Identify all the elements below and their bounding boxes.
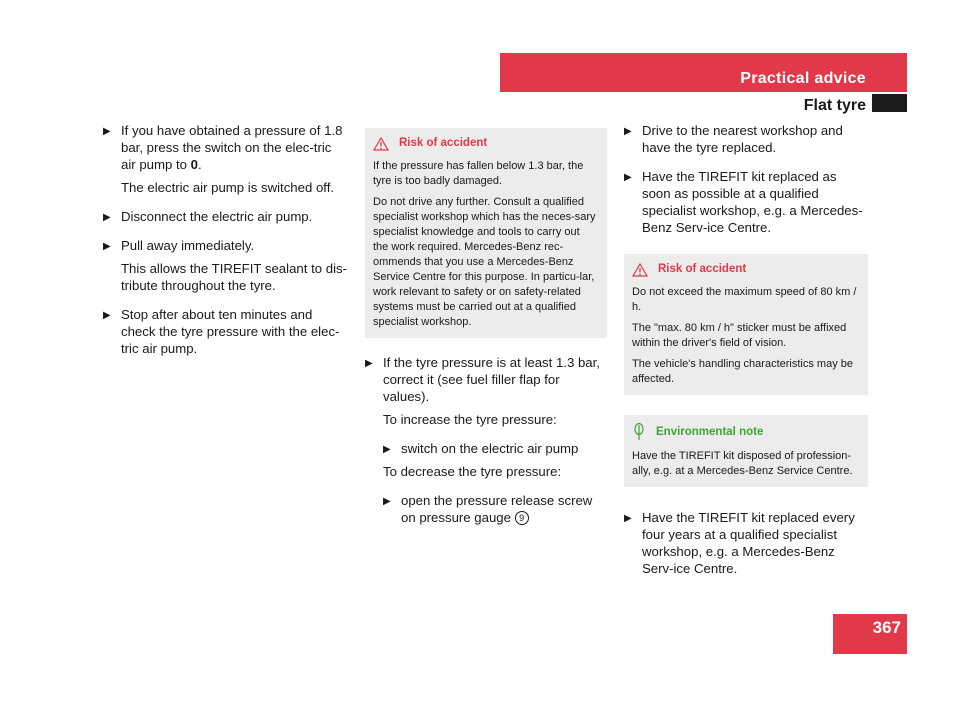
instruction-correct-pressure: ▶ If the tyre pressure is at least 1.3 bar, correct it (see fuel filler flap for values). bbox=[365, 354, 607, 405]
warning-box-pressure bbox=[365, 128, 607, 338]
instruction-drive-workshop: ▶ Drive to the nearest workshop and have the tyre replaced. bbox=[624, 122, 868, 156]
warning-text: Do not exceed the maximum speed of 80 km / h. bbox=[632, 286, 857, 313]
instruction-pull-away: ▶ Pull away immediately. bbox=[103, 237, 348, 254]
result-sealant-distribute: This allows the TIREFIT sealant to dis-tribute throughout the tyre. bbox=[121, 261, 347, 293]
instruction-open-release-screw: ▶ open the pressure release screw on pressure gauge 9 bbox=[365, 492, 607, 526]
page-number-box bbox=[833, 614, 907, 654]
chapter-title: Practical advice bbox=[740, 70, 866, 87]
instruction-replace-kit: ▶ Have the TIREFIT kit replaced as soon as possible at a qualified specialist workshop, e.g. a Mercedes-Benz Serv-ice Centre. bbox=[624, 168, 868, 236]
warning-text: The "max. 80 km / h" sticker must be affixed within the driver's field of vision. bbox=[632, 322, 847, 349]
warning-triangle-icon bbox=[632, 263, 648, 277]
environmental-note-box bbox=[624, 415, 868, 487]
warning-title: Risk of accident bbox=[658, 263, 747, 275]
decrease-label: To decrease the tyre pressure: bbox=[383, 464, 562, 479]
instruction-replace-kit-four-years: ▶ Have the TIREFIT kit replaced every four years at a qualified specialist workshop, e.g. a Mercedes-Benz Serv-ice Centre. bbox=[624, 509, 868, 577]
warning-triangle-icon bbox=[373, 137, 389, 151]
section-tab-marker bbox=[872, 94, 907, 112]
gauge-reference-number: 9 bbox=[515, 511, 529, 525]
warning-text: Do not drive any further. Consult a qualified specialist workshop which has the neces-sary specialist knowledge and tools to carry out the work required. Mercedes-Benz rec-ommends that you use a Mercedes-Benz Service Centre for this purpose. In particu-lar, work relevant to safety or on safety-related systems must be carried out at a qualified specialist workshop. bbox=[373, 196, 596, 328]
warning-text: If the pressure has fallen below 1.3 bar, the tyre is too badly damaged. bbox=[373, 160, 584, 187]
column-middle bbox=[365, 128, 607, 538]
environmental-note-title: Environmental note bbox=[656, 425, 764, 438]
instruction-disconnect-pump: ▶ Disconnect the electric air pump. bbox=[103, 208, 348, 225]
environment-leaf-icon bbox=[632, 423, 646, 441]
page-number: 367 bbox=[872, 618, 901, 637]
warning-text: The vehicle's handling characteristics may be affected. bbox=[632, 358, 853, 385]
warning-box-speed bbox=[624, 254, 868, 395]
instruction-pressure-switch: ▶ If you have obtained a pressure of 1.8 bar, press the switch on the elec-tric air pump to 0. bbox=[103, 122, 348, 173]
section-title: Flat tyre bbox=[803, 97, 866, 114]
column-right bbox=[624, 122, 868, 589]
instruction-check-pressure: ▶ Stop after about ten minutes and check the tyre pressure with the elec-tric air pump. bbox=[103, 306, 348, 357]
environmental-note-text: Have the TIREFIT kit disposed of profession-ally, e.g. at a Mercedes-Benz Service Centre. bbox=[632, 450, 853, 477]
warning-title: Risk of accident bbox=[399, 137, 488, 149]
instruction-switch-on-pump: ▶ switch on the electric air pump bbox=[365, 440, 607, 457]
increase-label: To increase the tyre pressure: bbox=[383, 412, 557, 427]
column-left bbox=[103, 122, 348, 369]
result-pump-off: The electric air pump is switched off. bbox=[121, 180, 335, 195]
